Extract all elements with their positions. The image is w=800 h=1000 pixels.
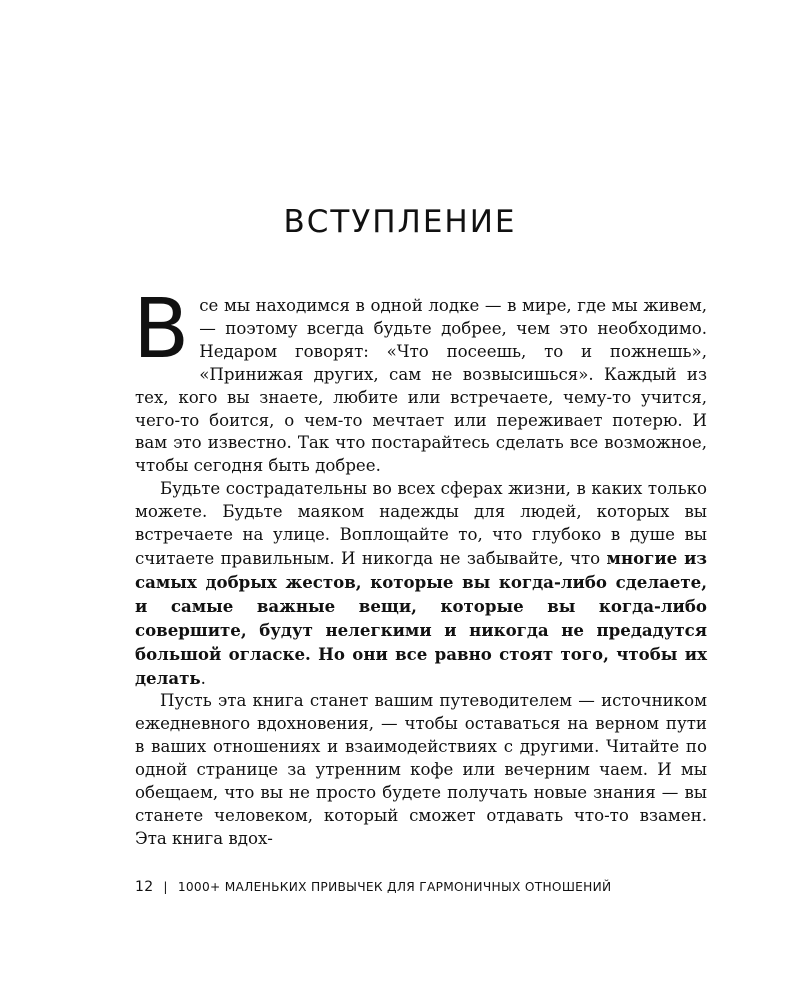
paragraph-2-text-end: . [200, 668, 206, 688]
paragraph-1-text: се мы находимся в одной лодке — в мире, где мы живем, — поэтому всегда будьте добрее, чем это необходимо. Недаром говорят: «Что посеешь, то и пожнешь», «Принижая других, сам не возвысишься». Каждый из тех, кого вы знаете, любите или встречаете, чему-то учится, чего-то боится, о чем-то мечтает или переживает потерю. И вам это известно. Так что постарайтесь сделать все возможное, чтобы сегодня быть добрее. [135, 296, 707, 476]
body-text [133, 282, 707, 851]
paragraph-2 [135, 478, 707, 690]
page-number: 12 [135, 879, 154, 895]
drop-cap: В [133, 282, 190, 377]
paragraph-2-text-start: Будьте сострадательны во всех сферах жизни, в каких только можете. Будьте маяком надежды для людей, которых вы встречаете на улице. Воплощайте то, что глубоко в душе вы считаете правильным. И никогда не забывайте, что [135, 479, 707, 568]
paragraph-3: Пусть эта книга станет вашим путеводителем — источником ежедневного вдохновения, — чтобы оставаться на верном пути в ваших отношениях и взаимодействиях с другими. Читайте по одной странице за утренним кофе или вечерним чаем. И мы обещаем, что вы не просто будете получать новые знания — вы станете человеком, который сможет отдавать что-то взамен. Эта книга вдох- [135, 691, 707, 848]
chapter-title: ВСТУПЛЕНИЕ [283, 204, 517, 240]
page-footer [135, 879, 735, 895]
running-title: 1000+ МАЛЕНЬКИХ ПРИВЫЧЕК ДЛЯ ГАРМОНИЧНЫХ ОТНОШЕНИЙ [177, 880, 612, 894]
paragraph-2-bold-text: многие из самых добрых жестов, которые вы когда-либо сделаете, и самые важные вещи, которые вы когда-либо совершите, будут нелегкими и никогда не предадутся большой огласке. Но они все равно стоят того, чтобы их делать [135, 547, 707, 688]
footer-separator: | [163, 880, 168, 894]
paragraph-1 [133, 282, 707, 478]
